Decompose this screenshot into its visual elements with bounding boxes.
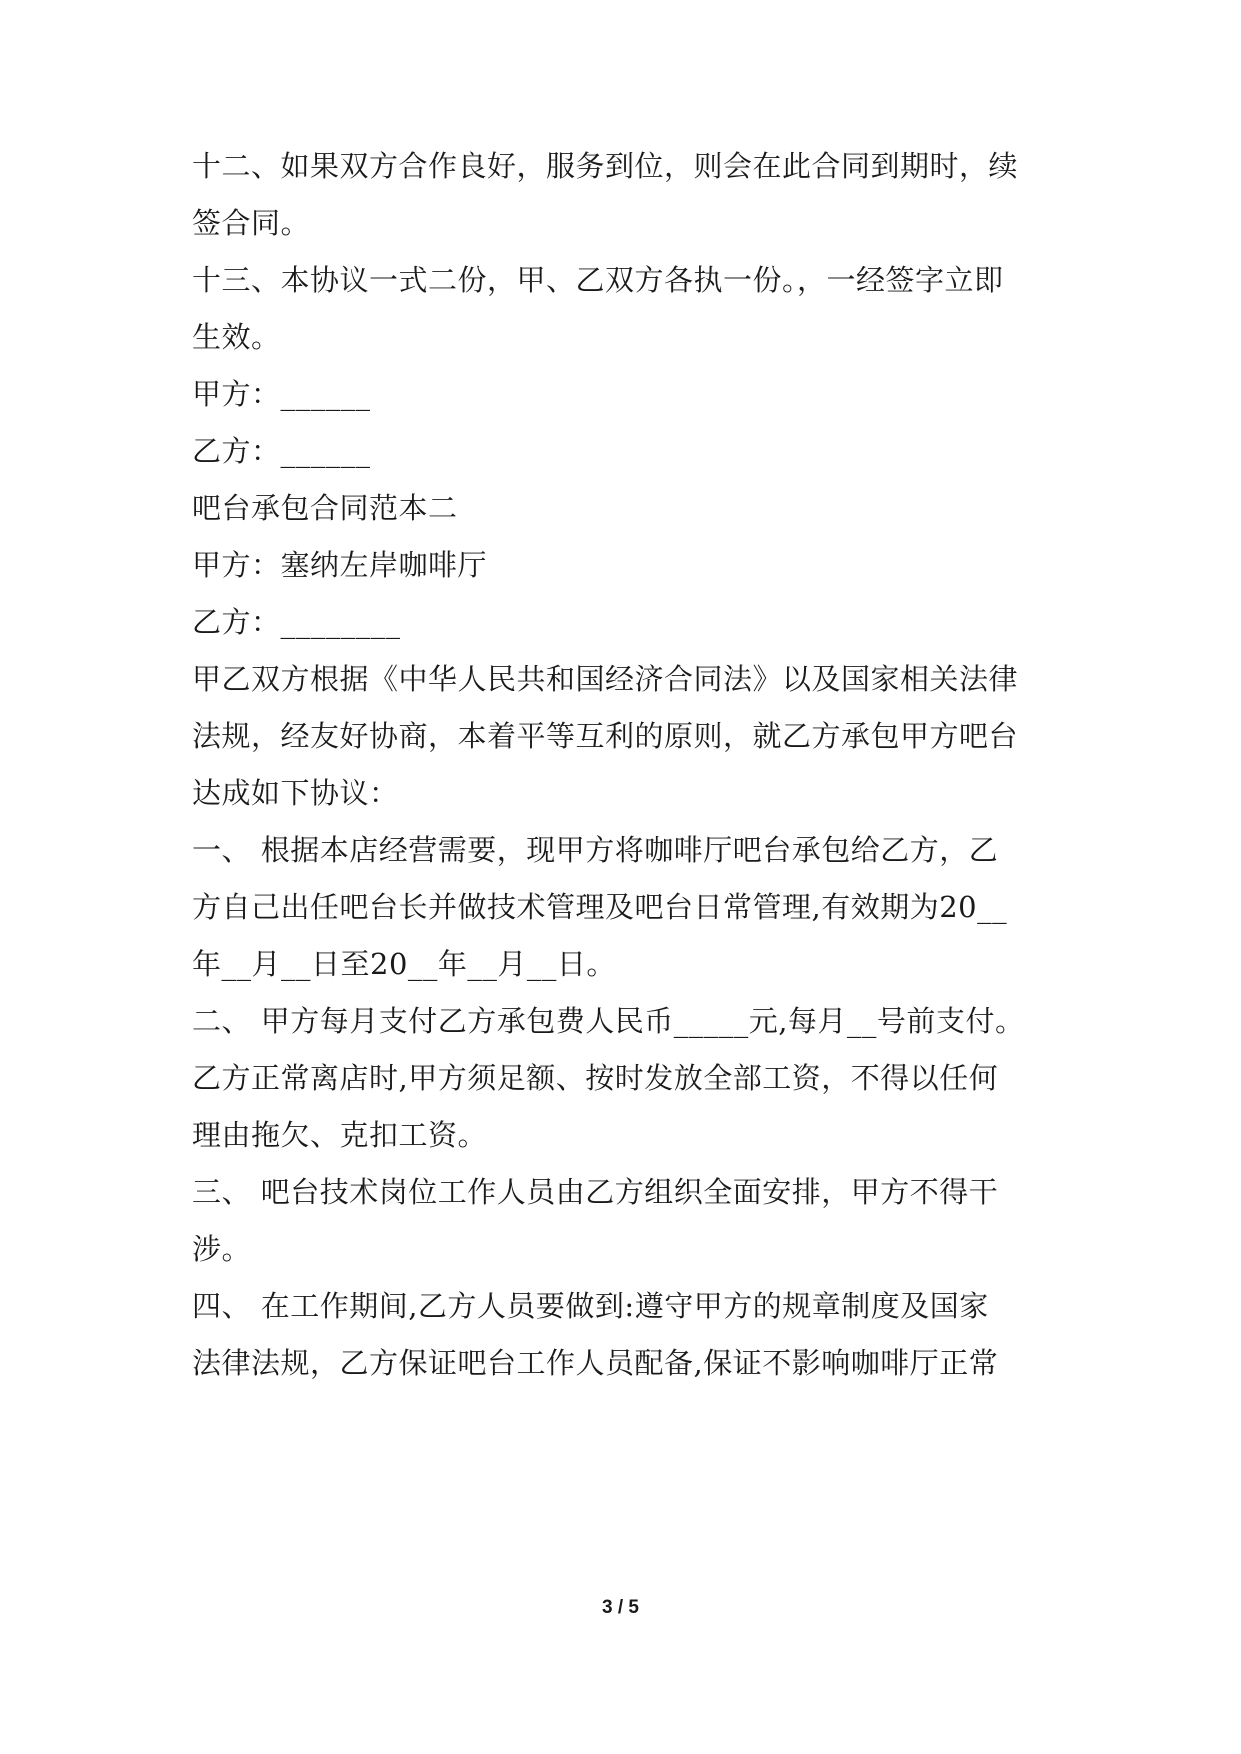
text-line: 签合同。 — [192, 206, 311, 240]
text-line: 生效。 — [192, 320, 281, 354]
text-line: 涉。 — [192, 1232, 252, 1266]
text-line: 甲乙双方根据《中华人民共和国经济合同法》以及国家相关法律 — [192, 662, 1019, 696]
text-line: 达成如下协议： — [192, 776, 399, 810]
text-line: 十三、本协议一式二份，甲、乙双方各执一份。，一经签字立即 — [192, 263, 1004, 297]
text-line: 三、 吧台技术岗位工作人员由乙方组织全面安排，甲方不得干 — [192, 1175, 999, 1209]
text-line: 年__月__日至20__年__月__日。 — [192, 947, 616, 981]
text-line: 法律法规，乙方保证吧台工作人员配备,保证不影响咖啡厅正常 — [192, 1346, 999, 1380]
text-line: 乙方正常离店时,甲方须足额、按时发放全部工资，不得以任何 — [192, 1061, 999, 1095]
text-line: 方自己出任吧台长并做技术管理及吧台日常管理,有效期为20__ — [192, 890, 1008, 924]
text-line: 十二、如果双方合作良好，服务到位，则会在此合同到期时，续 — [192, 149, 1019, 183]
text-line: 乙方：________ — [192, 605, 401, 639]
section-title: 吧台承包合同范本二 — [192, 491, 458, 525]
signature-line-party-a: 甲方：______ — [192, 377, 371, 411]
text-line: 一、 根据本店经营需要，现甲方将咖啡厅吧台承包给乙方，乙 — [192, 833, 999, 867]
text-line: 法规，经友好协商，本着平等互利的原则，就乙方承包甲方吧台 — [192, 719, 1019, 753]
text-line: 二、 甲方每月支付乙方承包费人民币_____元,每月__号前支付。 — [192, 1004, 1025, 1038]
page-number: 3 / 5 — [602, 1597, 639, 1618]
signature-line-party-b: 乙方：______ — [192, 434, 371, 468]
text-line: 四、 在工作期间,乙方人员要做到:遵守甲方的规章制度及国家 — [192, 1289, 989, 1323]
text-line: 甲方：塞纳左岸咖啡厅 — [192, 548, 488, 582]
text-line: 理由拖欠、克扣工资。 — [192, 1118, 488, 1152]
